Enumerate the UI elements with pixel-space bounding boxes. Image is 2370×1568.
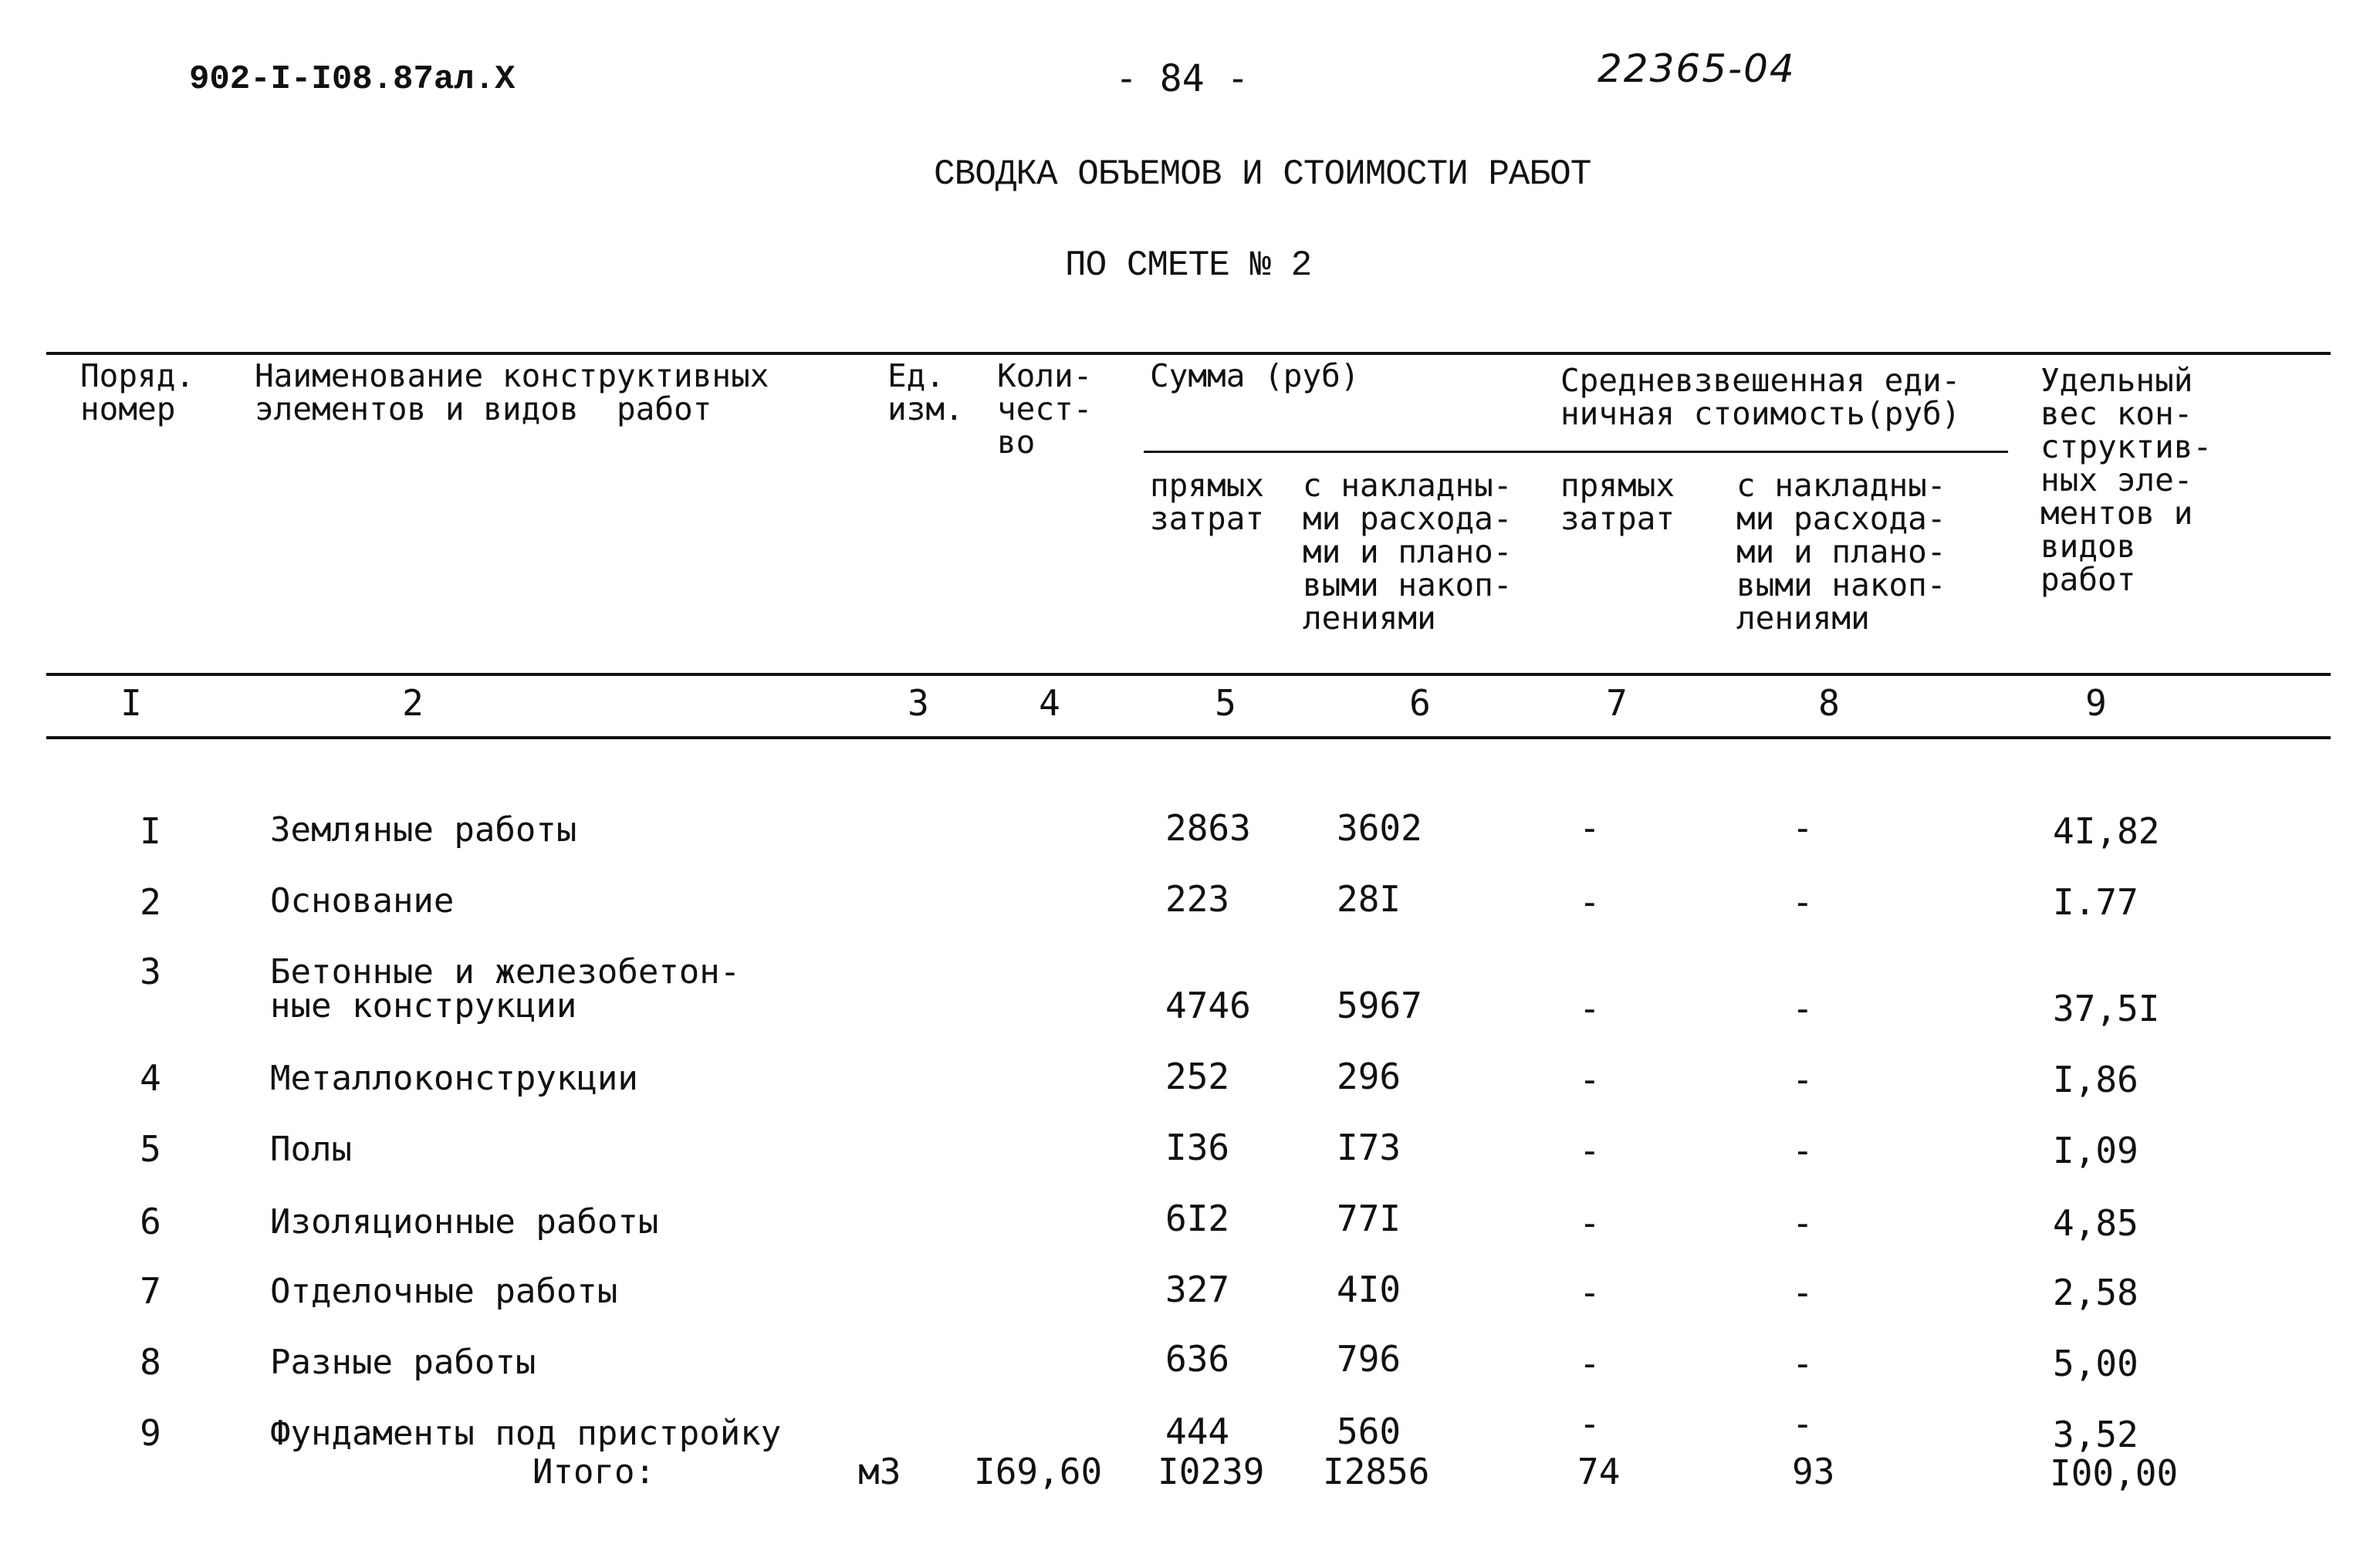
column-number: 4 [1039, 682, 1060, 724]
row-avg-direct: - [1579, 1343, 1601, 1384]
row-overhead: 296 [1337, 1056, 1401, 1097]
total-overhead: I2856 [1323, 1451, 1430, 1492]
row-direct: 444 [1165, 1411, 1230, 1452]
row-avg-direct: - [1579, 1130, 1601, 1171]
row-share: 3,52 [2053, 1414, 2138, 1455]
column-number: 6 [1409, 682, 1431, 724]
row-share: 4I,82 [2053, 810, 2160, 852]
row-direct: 4746 [1165, 985, 1251, 1026]
row-share: I,09 [2053, 1130, 2138, 1171]
row-number: 4 [140, 1057, 161, 1099]
row-overhead: 4I0 [1337, 1269, 1401, 1310]
document-code: 902-I-I08.87ал.X [189, 60, 516, 99]
header-unit: Ед. изм. [887, 357, 964, 427]
row-avg-direct: - [1579, 881, 1601, 923]
total-avg-overhead: 93 [1792, 1451, 1835, 1492]
total-avg-direct: 74 [1577, 1451, 1621, 1492]
row-number: 2 [140, 881, 161, 923]
header-sum-group: Сумма (руб) [1150, 357, 1360, 394]
row-name: Полы [270, 1130, 352, 1169]
column-number: I [120, 682, 142, 724]
row-direct: 636 [1165, 1338, 1230, 1380]
row-overhead: 3602 [1337, 807, 1422, 849]
row-name: Отделочные работы [270, 1272, 618, 1311]
row-avg-direct: - [1579, 1202, 1601, 1244]
row-name: Бетонные и железобетон- ные конструкции [270, 952, 741, 1026]
column-number: 8 [1818, 682, 1840, 724]
header-bottom-rule [46, 673, 2331, 676]
row-share: I,86 [2053, 1059, 2138, 1100]
row-share: 2,58 [2053, 1272, 2138, 1313]
row-avg-direct: - [1579, 807, 1601, 849]
header-specific-weight: Удельный вес кон- структив- ных эле- ментов и видов работ [2040, 362, 2213, 598]
row-avg-overhead: - [1792, 1272, 1814, 1313]
row-avg-overhead: - [1792, 1343, 1814, 1384]
row-avg-overhead: - [1792, 1059, 1814, 1100]
row-number: 7 [140, 1270, 161, 1312]
column-numbers-rule [46, 736, 2331, 739]
page-title: СВОДКА ОБЪЕМОВ И СТОИМОСТИ РАБОТ [934, 154, 1591, 194]
total-share: I00,00 [2050, 1452, 2179, 1494]
row-overhead: 796 [1337, 1338, 1401, 1380]
row-number: 6 [140, 1201, 161, 1242]
row-avg-overhead: - [1792, 988, 1814, 1029]
row-direct: 223 [1165, 878, 1230, 920]
row-direct: 327 [1165, 1269, 1230, 1310]
row-avg-direct: - [1579, 1272, 1601, 1313]
row-share: 5,00 [2053, 1343, 2138, 1384]
row-avg-overhead: - [1792, 1202, 1814, 1244]
row-number: 8 [140, 1341, 161, 1383]
row-avg-direct: - [1579, 1403, 1601, 1445]
row-direct: 6I2 [1165, 1198, 1230, 1239]
row-name: Изоляционные работы [270, 1202, 659, 1242]
total-quantity: I69,60 [974, 1451, 1103, 1492]
row-direct: 252 [1165, 1056, 1230, 1097]
row-share: I.77 [2053, 881, 2138, 923]
handwritten-number: 22365-04 [1597, 46, 1796, 91]
header-avg-with-overhead: с накладны- ми расхода- ми и плано- выми накоп- лениями [1736, 467, 1946, 637]
column-number: 2 [402, 682, 424, 724]
total-label: Итого: [532, 1452, 655, 1492]
row-number: 5 [140, 1128, 161, 1170]
header-quantity: Коли- чест- во [997, 357, 1093, 461]
header-average-cost-group: Средневзвешенная еди- ничная стоимость(руб) [1560, 362, 1961, 432]
row-overhead: I73 [1337, 1127, 1401, 1168]
column-number: 5 [1215, 682, 1236, 724]
row-overhead: 77I [1337, 1198, 1401, 1239]
header-element-name: Наименование конструктивных элементов и видов работ [255, 357, 769, 427]
subheader-rule [1144, 451, 2008, 453]
header-with-overhead: с накладны- ми расхода- ми и плано- выми накоп- лениями [1303, 467, 1513, 637]
row-name: Основание [270, 881, 455, 921]
total-unit: м3 [858, 1451, 901, 1492]
page-subtitle: ПО СМЕТЕ № 2 [1065, 245, 1312, 286]
row-avg-direct: - [1579, 1059, 1601, 1100]
row-number: 9 [140, 1412, 161, 1454]
row-number: I [140, 810, 161, 852]
row-share: 37,5I [2053, 988, 2160, 1029]
page-number: - 84 - [1115, 57, 1249, 100]
row-avg-overhead: - [1792, 1130, 1814, 1171]
header-avg-direct-costs: прямых затрат [1560, 467, 1675, 537]
table-top-rule [46, 352, 2331, 355]
row-overhead: 5967 [1337, 985, 1422, 1026]
header-order-number: Поряд. номер [80, 357, 195, 427]
row-name: Металлоконструкции [270, 1059, 638, 1098]
row-share: 4,85 [2053, 1202, 2138, 1244]
row-direct: 2863 [1165, 807, 1251, 849]
column-number: 7 [1606, 682, 1628, 724]
row-name: Разные работы [270, 1343, 536, 1382]
row-avg-overhead: - [1792, 1403, 1814, 1445]
row-name: Земляные работы [270, 810, 577, 850]
row-number: 3 [140, 951, 161, 992]
total-direct: I0239 [1158, 1451, 1265, 1492]
row-name: Фундаменты под пристройку [270, 1414, 782, 1453]
row-avg-overhead: - [1792, 807, 1814, 849]
column-number: 9 [2085, 682, 2107, 724]
row-avg-direct: - [1579, 988, 1601, 1029]
row-direct: I36 [1165, 1127, 1230, 1168]
column-number: 3 [908, 682, 929, 724]
header-direct-costs: прямых затрат [1150, 467, 1265, 537]
row-overhead: 28I [1337, 878, 1401, 920]
row-overhead: 560 [1337, 1411, 1401, 1452]
row-avg-overhead: - [1792, 881, 1814, 923]
